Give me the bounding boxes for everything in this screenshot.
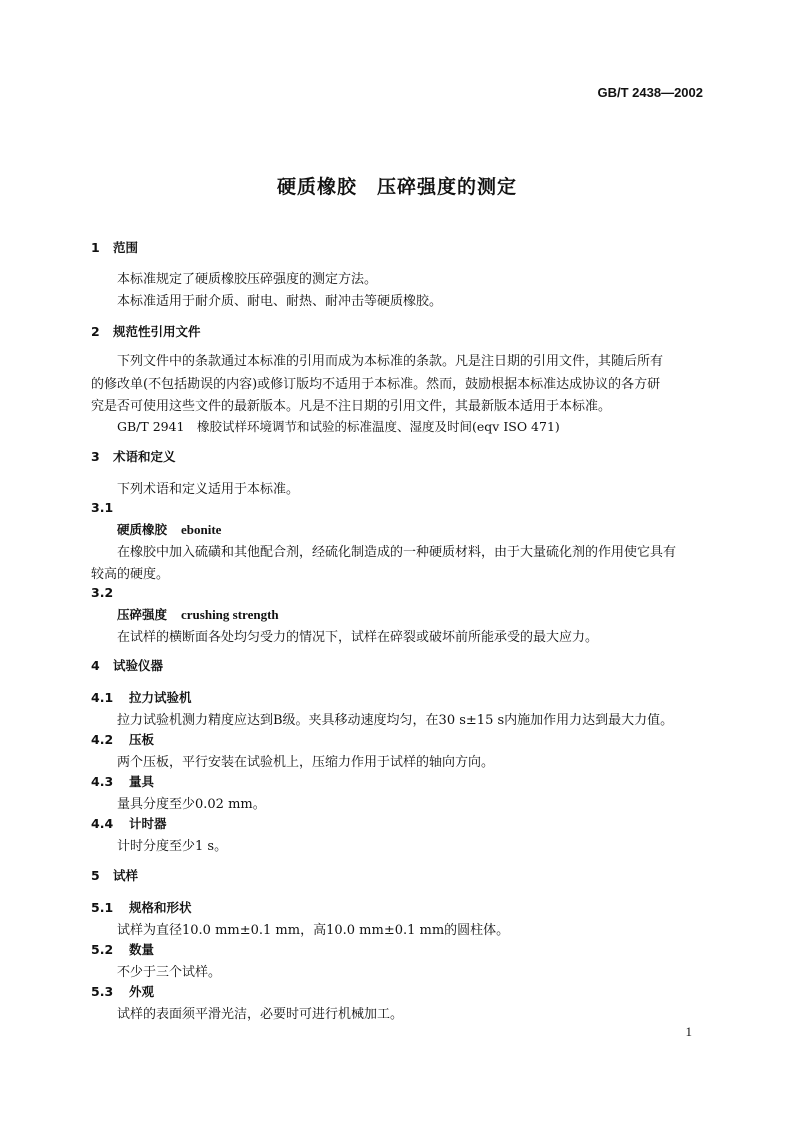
section-4-heading [91,656,163,674]
subclause-number: 4.3 [91,774,114,789]
subclause-heading [91,982,154,1000]
normative-reference: GB/T 2941 橡胶试样环境调节和试验的标准温度、湿度及时间(eqv ISO 471) [117,419,560,434]
paragraph-line: 的修改单(不包括勘误的内容)或修订版均不适用于本标准。然而，鼓励根据本标准达成协议的各方研 [91,377,661,392]
term-entry [117,605,279,623]
paragraph: 本标准适用于耐介质、耐电、耐热、耐冲击等硬质橡胶。 [117,294,443,309]
subclause-heading [91,940,154,958]
page-number: 1 [685,1024,692,1039]
subclause-heading [91,730,154,748]
section-title: 规范性引用文件 [113,324,201,339]
definition-line: 较高的硬度。 [91,567,170,582]
standard-number: GB/T 2438—2002 [597,85,703,100]
document-title: 硬质橡胶 压碎强度的测定 [276,176,517,198]
section-number: 5 [91,868,100,883]
section-title: 范围 [113,240,139,255]
section-3-heading [91,447,176,465]
subclause-heading [91,898,192,916]
section-1-heading [91,238,138,256]
paragraph: 计时分度至少1 s。 [117,839,228,854]
term-english: crushing strength [181,607,279,622]
section-title: 术语和定义 [113,449,176,464]
section-number: 4 [91,658,100,673]
paragraph: 量具分度至少0.02 mm。 [117,797,266,812]
section-number: 2 [91,324,100,339]
section-5-heading [91,866,138,884]
clause-number: 3.2 [91,585,114,600]
paragraph: 本标准规定了硬质橡胶压碎强度的测定方法。 [117,272,378,287]
paragraph: 两个压板，平行安装在试验机上，压缩力作用于试样的轴向方向。 [117,755,495,770]
term-chinese: 硬质橡胶 [117,522,168,537]
section-number: 1 [91,240,100,255]
subclause-title: 数量 [129,942,155,957]
subclause-number: 5.1 [91,900,114,915]
subclause-title: 量具 [129,774,155,789]
section-2-heading [91,322,201,340]
subclause-heading [91,814,167,832]
paragraph: 试样为直径10.0 mm±0.1 mm，高10.0 mm±0.1 mm的圆柱体。 [117,923,510,938]
clause-number: 3.1 [91,500,114,515]
subclause-title: 规格和形状 [129,900,192,915]
paragraph: 不少于三个试样。 [117,965,222,980]
paragraph: 拉力试验机测力精度应达到B级。夹具移动速度均匀，在30 s±15 s内施加作用力达到最大力值。 [117,713,674,728]
subclause-number: 5.2 [91,942,114,957]
subclause-number: 4.1 [91,690,114,705]
paragraph-line: 下列文件中的条款通过本标准的引用而成为本标准的条款。凡是注日期的引用文件，其随后所有 [117,354,664,369]
definition-line: 在试样的横断面各处均匀受力的情况下，试样在碎裂或破坏前所能承受的最大应力。 [117,630,599,645]
definition-line: 在橡胶中加入硫磺和其他配合剂，经硫化制造成的一种硬质材料，由于大量硫化剂的作用使它具有 [117,545,677,560]
paragraph: 试样的表面须平滑光洁，必要时可进行机械加工。 [117,1007,404,1022]
subclause-number: 5.3 [91,984,114,999]
subclause-number: 4.2 [91,732,114,747]
section-title: 试验仪器 [113,658,164,673]
term-entry [117,520,221,538]
subclause-heading [91,688,192,706]
subclause-title: 压板 [129,732,155,747]
term-english: ebonite [181,522,222,537]
subclause-title: 外观 [129,984,155,999]
term-chinese: 压碎强度 [117,607,168,622]
subclause-number: 4.4 [91,816,114,831]
section-title: 试样 [113,868,139,883]
subclause-title: 拉力试验机 [129,690,192,705]
subclause-title: 计时器 [129,816,167,831]
subclause-heading [91,772,154,790]
paragraph: 下列术语和定义适用于本标准。 [117,482,300,497]
paragraph-line: 究是否可使用这些文件的最新版本。凡是不注日期的引用文件，其最新版本适用于本标准。 [91,399,612,414]
section-number: 3 [91,449,100,464]
